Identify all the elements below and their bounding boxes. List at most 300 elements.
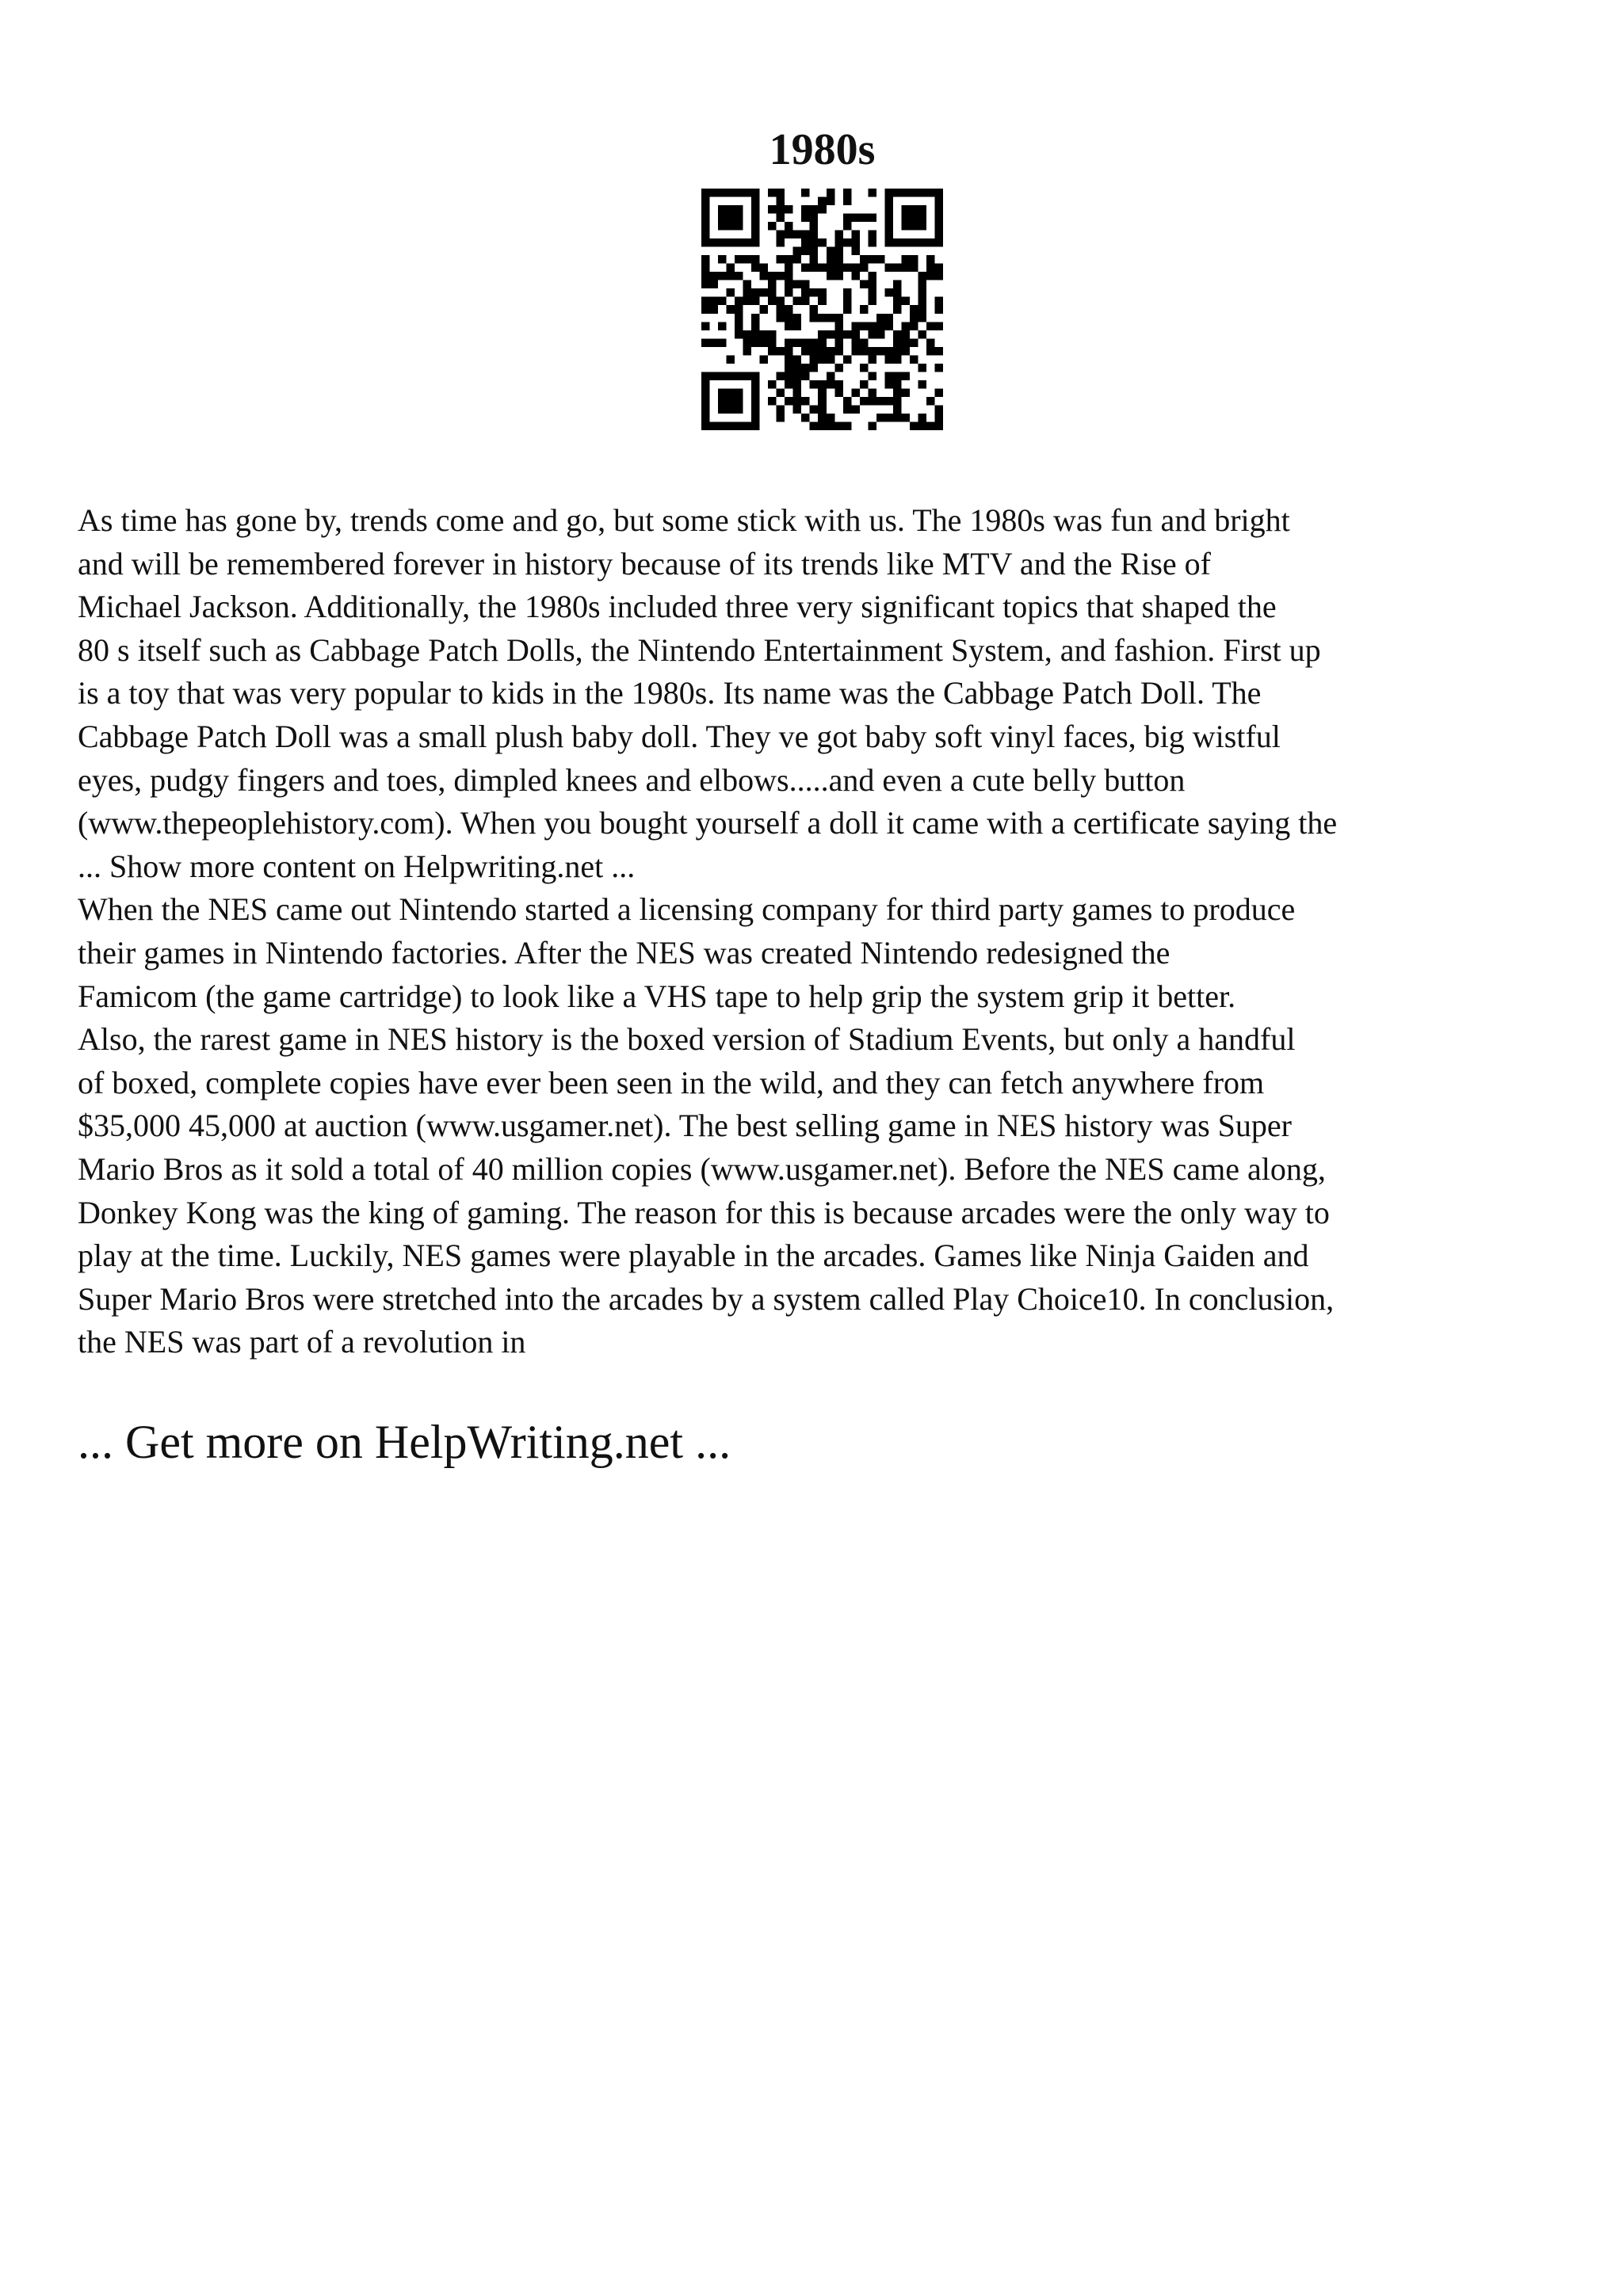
qr-module [918, 364, 926, 372]
qr-module [884, 214, 893, 223]
qr-module [701, 222, 710, 231]
qr-module [851, 322, 860, 330]
qr-module [793, 247, 802, 256]
qr-module [893, 280, 902, 289]
qr-module [901, 372, 910, 380]
qr-module [834, 255, 843, 264]
qr-module [834, 347, 843, 356]
qr-module [818, 288, 827, 297]
qr-module [701, 264, 710, 273]
qr-module [810, 255, 819, 264]
qr-module [701, 272, 710, 280]
qr-module [793, 231, 802, 239]
qr-module [751, 288, 760, 297]
qr-module [768, 288, 777, 297]
qr-module [735, 372, 743, 380]
qr-module [918, 380, 926, 389]
qr-module [735, 314, 743, 322]
qr-module [785, 222, 793, 231]
text-line: When the NES came out Nintendo started a licensing company for third party games to produce [78, 891, 1296, 928]
qr-module [901, 189, 910, 197]
qr-module [860, 397, 869, 406]
qr-module [777, 305, 785, 314]
qr-module [793, 405, 802, 414]
qr-module [735, 305, 743, 314]
qr-module [768, 280, 777, 289]
qr-module [751, 214, 760, 223]
qr-module [868, 255, 876, 264]
qr-module [727, 189, 735, 197]
qr-module [893, 405, 902, 414]
qr-module [751, 330, 760, 339]
qr-module [876, 322, 885, 330]
qr-module [934, 347, 943, 356]
qr-module [710, 272, 719, 280]
qr-module [801, 338, 810, 347]
qr-module [718, 388, 727, 397]
qr-module [901, 330, 910, 339]
qr-module [785, 347, 793, 356]
qr-module [777, 231, 785, 239]
qr-module [910, 264, 918, 273]
qr-module [818, 347, 827, 356]
qr-module [751, 222, 760, 231]
qr-module [910, 421, 918, 430]
qr-module [918, 330, 926, 339]
qr-module [743, 280, 752, 289]
qr-module [718, 372, 727, 380]
qr-module [810, 247, 819, 256]
qr-module [751, 314, 760, 322]
qr-module [843, 405, 852, 414]
qr-module [934, 189, 943, 197]
qr-module [818, 197, 827, 206]
qr-module [926, 322, 935, 330]
qr-module [860, 305, 869, 314]
qr-module [893, 355, 902, 364]
qr-module [718, 238, 727, 247]
qr-module [934, 231, 943, 239]
qr-module [793, 364, 802, 372]
qr-module [893, 380, 902, 389]
text-line: As time has gone by, trends come and go, but some stick with us. The 1980s was fun and bright [78, 502, 1290, 538]
qr-module [735, 255, 743, 264]
qr-module [710, 238, 719, 247]
qr-module [735, 205, 743, 214]
qr-module [710, 297, 719, 306]
qr-module [827, 330, 835, 339]
qr-module [810, 314, 819, 322]
qr-module [884, 322, 893, 330]
qr-module [860, 264, 869, 273]
qr-module [760, 264, 769, 273]
qr-module [718, 255, 727, 264]
text-line: and will be remembered forever in history because of its trends like MTV and the Rise of [78, 545, 1211, 582]
qr-module [801, 264, 810, 273]
qr-module [868, 288, 876, 297]
qr-module [701, 388, 710, 397]
qr-module [876, 397, 885, 406]
qr-module [710, 372, 719, 380]
qr-module [827, 314, 835, 322]
qr-module [918, 205, 926, 214]
qr-module [884, 397, 893, 406]
qr-module [893, 330, 902, 339]
qr-module [834, 314, 843, 322]
qr-module [801, 238, 810, 247]
qr-module [851, 338, 860, 347]
qr-module [793, 397, 802, 406]
qr-module [743, 372, 752, 380]
qr-module [801, 372, 810, 380]
qr-module [843, 214, 852, 223]
qr-module [785, 364, 793, 372]
qr-module [727, 214, 735, 223]
qr-module [910, 189, 918, 197]
qr-module [743, 189, 752, 197]
qr-module [810, 305, 819, 314]
qr-module [727, 421, 735, 430]
qr-module [701, 405, 710, 414]
qr-module [777, 405, 785, 414]
qr-module [818, 238, 827, 247]
qr-module [834, 272, 843, 280]
qr-module [834, 264, 843, 273]
qr-module [710, 280, 719, 289]
qr-module [901, 388, 910, 397]
qr-module [827, 421, 835, 430]
qr-module [910, 205, 918, 214]
qr-module [893, 297, 902, 306]
qr-module [810, 238, 819, 247]
qr-module [918, 414, 926, 422]
qr-module [751, 380, 760, 389]
qr-module [893, 388, 902, 397]
qr-module [801, 205, 810, 214]
qr-module [868, 421, 876, 430]
qr-module [810, 231, 819, 239]
qr-module [843, 189, 852, 197]
qr-module [801, 214, 810, 223]
qr-module [777, 272, 785, 280]
qr-module [785, 288, 793, 297]
text-line: eyes, pudgy fingers and toes, dimpled knees and elbows.....and even a cute belly button [78, 761, 1186, 798]
qr-module [818, 388, 827, 397]
text-line: Famicom (the game cartridge) to look like a VHS tape to help grip the system grip it better. [78, 978, 1236, 1014]
qr-module [810, 355, 819, 364]
qr-module [735, 388, 743, 397]
qr-module [743, 330, 752, 339]
qr-module [834, 380, 843, 389]
qr-module [843, 397, 852, 406]
qr-module [918, 272, 926, 280]
qr-module [901, 347, 910, 356]
qr-module [743, 238, 752, 247]
qr-module [810, 214, 819, 223]
qr-module [818, 421, 827, 430]
qr-module [910, 355, 918, 364]
qr-module [801, 231, 810, 239]
qr-module [777, 347, 785, 356]
qr-module [793, 355, 802, 364]
qr-module [860, 380, 869, 389]
qr-module [768, 347, 777, 356]
qr-module [710, 189, 719, 197]
qr-module [718, 297, 727, 306]
qr-module [918, 305, 926, 314]
qr-module [801, 280, 810, 289]
qr-module [926, 189, 935, 197]
qr-module [718, 205, 727, 214]
article-body [78, 499, 1568, 1364]
qr-module [785, 397, 793, 406]
qr-module [751, 397, 760, 406]
qr-module [934, 222, 943, 231]
qr-module [701, 414, 710, 422]
qr-module [934, 238, 943, 247]
qr-module [768, 380, 777, 389]
qr-module [818, 414, 827, 422]
qr-module [934, 272, 943, 280]
qr-module [785, 280, 793, 289]
qr-module [760, 288, 769, 297]
qr-module [701, 297, 710, 306]
qr-module [735, 421, 743, 430]
qr-module [751, 231, 760, 239]
qr-module [934, 297, 943, 306]
qr-module [868, 231, 876, 239]
qr-module [710, 305, 719, 314]
qr-module [843, 305, 852, 314]
qr-module [834, 330, 843, 339]
qr-module [884, 288, 893, 297]
qr-module [760, 272, 769, 280]
qr-module [785, 314, 793, 322]
qr-module [934, 322, 943, 330]
qr-module [934, 214, 943, 223]
text-line: Also, the rarest game in NES history is the boxed version of Stadium Events, but only a handful [78, 1021, 1296, 1058]
text-line: is a toy that was very popular to kids in the 1980s. Its name was the Cabbage Patch Doll. The [78, 675, 1262, 711]
qr-module [843, 197, 852, 206]
qr-module [768, 397, 777, 406]
qr-module [751, 255, 760, 264]
qr-module [777, 388, 785, 397]
qr-module [760, 355, 769, 364]
qr-module [901, 414, 910, 422]
qr-module [793, 372, 802, 380]
qr-module [926, 347, 935, 356]
qr-module [934, 305, 943, 314]
qr-module [851, 238, 860, 247]
qr-module [777, 314, 785, 322]
qr-module [777, 414, 785, 422]
qr-module [743, 338, 752, 347]
qr-module [768, 330, 777, 339]
qr-module [827, 347, 835, 356]
qr-module [934, 414, 943, 422]
qr-module [751, 197, 760, 206]
qr-module [768, 272, 777, 280]
qr-module [810, 205, 819, 214]
qr-module [884, 222, 893, 231]
qr-module [918, 214, 926, 223]
text-line: Mario Bros as it sold a total of 40 million copies (www.usgamer.net). Before the NES came along, [78, 1150, 1326, 1187]
qr-module [793, 314, 802, 322]
qr-module [701, 238, 710, 247]
qr-module [868, 238, 876, 247]
qr-module [868, 388, 876, 397]
qr-module [934, 197, 943, 206]
qr-module [810, 347, 819, 356]
qr-module [843, 238, 852, 247]
qr-module [934, 421, 943, 430]
qr-module [818, 297, 827, 306]
qr-module [801, 364, 810, 372]
qr-module [701, 380, 710, 389]
qr-module [768, 222, 777, 231]
qr-module [901, 297, 910, 306]
qr-module [777, 372, 785, 380]
qr-module [793, 280, 802, 289]
qr-module [868, 272, 876, 280]
qr-module [918, 280, 926, 289]
qr-module [834, 238, 843, 247]
qr-module [893, 305, 902, 314]
qr-module [910, 255, 918, 264]
qr-module [743, 347, 752, 356]
qr-module [884, 414, 893, 422]
qr-module [735, 330, 743, 339]
qr-module [851, 347, 860, 356]
qr-module [901, 214, 910, 223]
text-line: play at the time. Luckily, NES games were playable in the arcades. Games like Ninja Gaiden and [78, 1238, 1309, 1274]
qr-module [718, 322, 727, 330]
qr-module [718, 214, 727, 223]
text-line: Michael Jackson. Additionally, the 1980s included three very significant topics that shaped the [78, 589, 1277, 625]
qr-module [785, 255, 793, 264]
qr-module [926, 264, 935, 273]
qr-module [901, 255, 910, 264]
qr-module [893, 189, 902, 197]
qr-module [785, 322, 793, 330]
qr-module [893, 288, 902, 297]
qr-module [801, 247, 810, 256]
qr-module [818, 330, 827, 339]
qr-module [827, 355, 835, 364]
qr-module [727, 388, 735, 397]
qr-module [727, 288, 735, 297]
qr-module [751, 322, 760, 330]
qr-module [934, 405, 943, 414]
text-line: Cabbage Patch Doll was a small plush baby doll. They ve got baby soft vinyl faces, big wistful [78, 718, 1281, 754]
qr-module [727, 264, 735, 273]
qr-module [926, 272, 935, 280]
qr-module [860, 214, 869, 223]
qr-module [701, 421, 710, 430]
qr-module [701, 280, 710, 289]
qr-module [701, 338, 710, 347]
qr-module [735, 322, 743, 330]
qr-module [751, 421, 760, 430]
qr-module [884, 231, 893, 239]
qr-module [810, 264, 819, 273]
qr-module [827, 380, 835, 389]
qr-module [768, 189, 777, 197]
qr-module [901, 222, 910, 231]
qr-module [918, 189, 926, 197]
qr-module [751, 205, 760, 214]
qr-module [884, 197, 893, 206]
qr-module [834, 388, 843, 397]
qr-code-icon [701, 189, 943, 430]
qr-module [785, 264, 793, 273]
qr-module [868, 330, 876, 339]
qr-module [901, 338, 910, 347]
qr-module [735, 238, 743, 247]
show-more-link[interactable]: ... Show more content on Helpwriting.net ... [78, 848, 636, 884]
qr-module [843, 355, 852, 364]
qr-module [801, 288, 810, 297]
qr-module [901, 238, 910, 247]
qr-module [727, 238, 735, 247]
qr-module [810, 338, 819, 347]
page-title: 1980s [769, 124, 876, 174]
qr-module [735, 214, 743, 223]
qr-module [727, 355, 735, 364]
qr-module [818, 397, 827, 406]
qr-module [735, 189, 743, 197]
qr-module [785, 380, 793, 389]
qr-module [810, 222, 819, 231]
qr-module [934, 264, 943, 273]
get-more-link[interactable]: ... Get more on HelpWriting.net ... [78, 1416, 731, 1468]
qr-module [827, 414, 835, 422]
text-line: 80 s itself such as Cabbage Patch Dolls, the Nintendo Entertainment System, and fashion. First up [78, 631, 1321, 668]
qr-module [884, 380, 893, 389]
qr-module [777, 255, 785, 264]
qr-module [777, 197, 785, 206]
qr-module [843, 264, 852, 273]
qr-module [827, 372, 835, 380]
qr-module [777, 238, 785, 247]
qr-module [785, 338, 793, 347]
qr-module [868, 297, 876, 306]
qr-module [785, 305, 793, 314]
qr-module [718, 421, 727, 430]
qr-module [926, 421, 935, 430]
qr-module [827, 255, 835, 264]
qr-module [777, 205, 785, 214]
qr-module [884, 355, 893, 364]
qr-module [868, 189, 876, 197]
qr-module [801, 414, 810, 422]
qr-module [901, 322, 910, 330]
qr-module [893, 347, 902, 356]
qr-module [793, 255, 802, 264]
qr-module [843, 421, 852, 430]
qr-module [727, 405, 735, 414]
text-line: $35,000 45,000 at auction (www.usgamer.net). The best selling game in NES history was Super [78, 1108, 1292, 1144]
qr-module [818, 338, 827, 347]
qr-module [910, 322, 918, 330]
qr-module [901, 205, 910, 214]
qr-module [834, 338, 843, 347]
qr-module [843, 330, 852, 339]
qr-module [876, 347, 885, 356]
qr-module [918, 314, 926, 322]
qr-module [884, 189, 893, 197]
qr-module [785, 372, 793, 380]
